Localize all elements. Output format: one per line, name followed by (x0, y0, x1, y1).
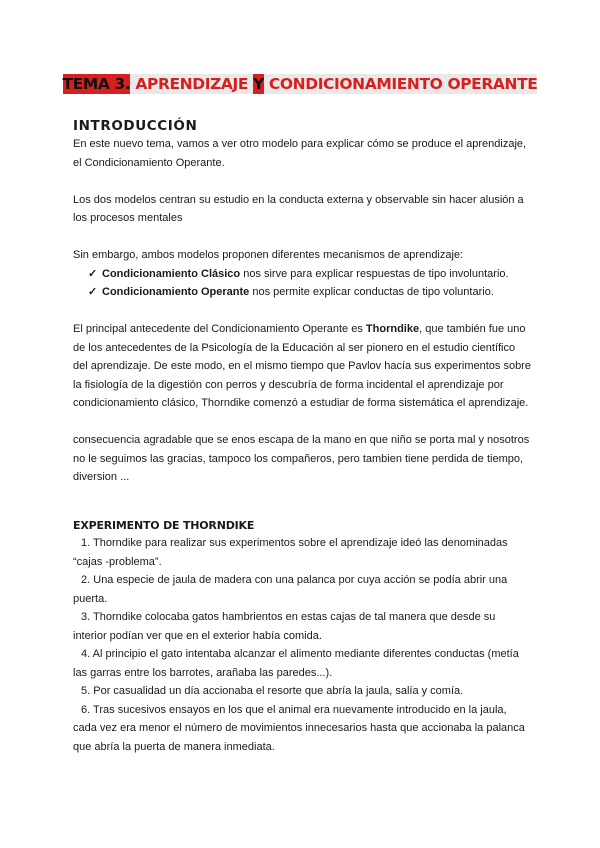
list-item-bold: Condicionamiento Clásico (102, 267, 241, 280)
list-item (73, 645, 531, 682)
intro-paragraph-1: En este nuevo tema, vamos a ver otro modelo para explicar cómo se produce el aprendizaje, el Condicionamiento Operante. (73, 138, 527, 169)
intro-paragraph-4 (73, 320, 531, 413)
intro-heading: INTRODUCCIÓN (73, 118, 198, 134)
list-item (73, 701, 531, 757)
list-item-text: nos sirve para explicar respuestas de tipo involuntario. (240, 267, 509, 280)
step-number: 1. (81, 537, 91, 549)
list-item (73, 571, 531, 608)
step-number: 4. (81, 648, 91, 660)
experiment-section (73, 518, 531, 756)
step-text: Al principio el gato intentaba alcanzar el alimento mediante diferentes conductas (metía las garras entre los barrotes, arañaba las paredes...). (73, 648, 519, 679)
title-segment-aprendizaje: APRENDIZAJE (130, 75, 254, 93)
step-text: Una especie de jaula de madera con una palanca por cuya acción se podía abrir una puerta. (73, 574, 508, 605)
list-item (73, 608, 531, 645)
check-mark-icon: ✓ (88, 286, 98, 298)
paragraph-text: El principal antecedente del Condicionamiento Operante es (73, 323, 366, 335)
intro-section (73, 117, 531, 487)
experiment-steps (73, 534, 531, 756)
title-segment-condicionamiento: CONDICIONAMIENTO OPERANTE (263, 75, 538, 93)
step-text: Por casualidad un día accionaba el resorte que abría la jaula, salía y comía. (93, 685, 464, 697)
step-text: Thorndike colocaba gatos hambrientos en estas cajas de tal manera que desde su interior podían ver que en el exterior había comida. (73, 611, 496, 642)
paragraph-text: , que también fue uno de los antecedentes de la Psicología de la Educación al ser pionero en el estudio científico del aprendizaje. De este modo, en el mismo tiempo que Pavlov hacía sus experimentos sobre la fisiología de la digestión con perros y descubría de forma incidental el aprendizaje por condicionamiento clásico, Thorndike comenzó a estudiar de forma sistemática el aprendizaje. (73, 323, 531, 409)
intro-paragraph-2: Los dos modelos centran su estudio en la conducta externa y observable sin hacer alusión a los procesos mentales (73, 193, 524, 224)
paragraph-bold: Thorndike (365, 323, 420, 335)
title-segment-tema: TEMA 3. (62, 75, 131, 93)
list-item (73, 534, 531, 571)
list-item (73, 265, 531, 284)
model-list (73, 265, 531, 302)
step-number: 6. (81, 703, 91, 716)
step-number: 3. (81, 611, 91, 623)
page-title (0, 72, 600, 96)
intro-paragraph-3: Sin embargo, ambos modelos proponen diferentes mecanismos de aprendizaje: (73, 249, 464, 261)
step-text: Thorndike para realizar sus experimentos sobre el aprendizaje ideó las denominadas “cajas -problema”. (73, 537, 508, 568)
intro-paragraph-5: consecuencia agradable que se enos escapa de la mano en que niño se porta mal y nosotros no le seguimos las gracias, tampoco los compañeros, pero tambien tiene perdida de tiempo, diversion ... (73, 434, 530, 483)
check-mark-icon: ✓ (88, 267, 98, 280)
list-item (73, 682, 531, 701)
title-segment-y: Y (253, 75, 264, 93)
list-item (73, 283, 531, 302)
step-number: 5. (81, 685, 91, 697)
step-number: 2. (81, 574, 91, 586)
step-text: Tras sucesivos ensayos en los que el animal era nuevamente introducido en la jaula, cada vez era menor el número de movimientos innecesarios hasta que accionaba la palanca que abría la puerta de manera inmediata. (73, 703, 525, 753)
list-item-text: nos permite explicar conductas de tipo voluntario. (249, 286, 494, 298)
experiment-heading: EXPERIMENTO DE THORNDIKE (73, 519, 255, 532)
list-item-bold: Condicionamiento Operante (102, 286, 250, 298)
